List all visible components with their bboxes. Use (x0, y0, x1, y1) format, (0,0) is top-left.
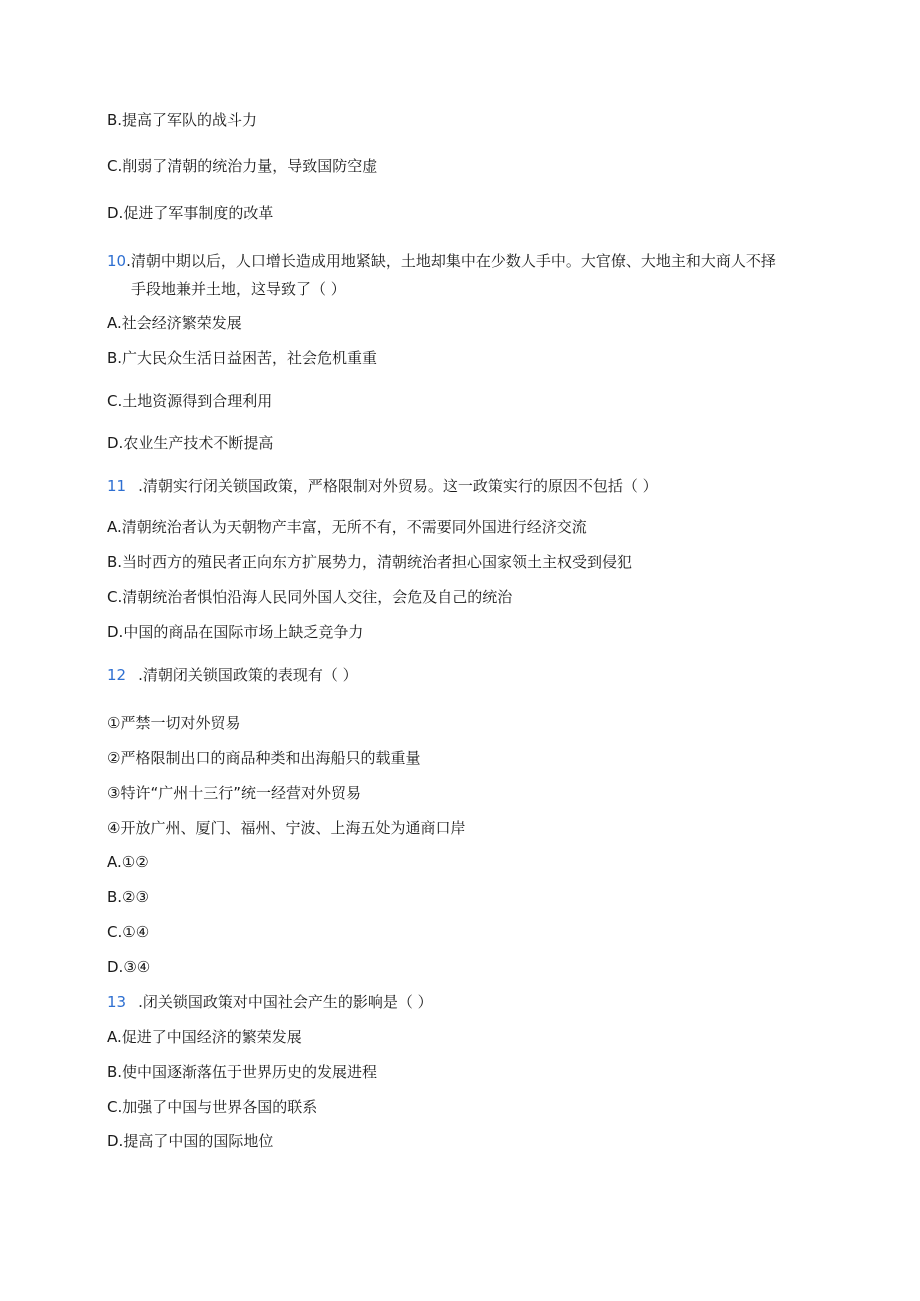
q12-option-b: B.②③ (107, 888, 149, 906)
q13-option-d: D.提高了中国的国际地位 (107, 1132, 274, 1150)
q13-option-a: A.促进了中国经济的繁荣发展 (107, 1028, 302, 1046)
q12-item-3: ③特许“广州十三行”统一经营对外贸易 (107, 784, 361, 802)
q10-stem (107, 251, 776, 271)
q13-option-b: B.使中国逐渐落伍于世界历史的发展进程 (107, 1063, 378, 1081)
q10-option-b: B.广大民众生活日益困苦，社会危机重重 (107, 349, 378, 367)
q12-option-a: A.①② (107, 853, 149, 871)
q11-option-b: B.当时西方的殖民者正向东方扩展势力，清朝统治者担心国家领土主权受到侵犯 (107, 553, 633, 571)
q13-number: 13 (107, 993, 127, 1011)
q10-stem-line2: 手段地兼并土地，这导致了（ ） (131, 280, 346, 298)
q11-option-a: A.清朝统治者认为天朝物产丰富，无所不有，不需要同外国进行经济交流 (107, 518, 587, 536)
q10-number: 10 (107, 252, 127, 270)
q11-stem (107, 476, 658, 496)
q10-option-a: A.社会经济繁荣发展 (107, 314, 242, 332)
q9-option-d: D.促进了军事制度的改革 (107, 204, 274, 222)
q12-item-1: ①严禁一切对外贸易 (107, 714, 241, 732)
q9-option-c: C.削弱了清朝的统治力量，导致国防空虚 (107, 157, 378, 175)
q12-stem-text: .清朝闭关锁国政策的表现有（ ） (138, 666, 358, 684)
q12-option-c: C.①④ (107, 923, 150, 941)
q12-option-d: D.③④ (107, 958, 151, 976)
q13-option-c: C.加强了中国与世界各国的联系 (107, 1098, 318, 1116)
q10-option-d: D.农业生产技术不断提高 (107, 434, 274, 452)
q10-stem-line1: .清朝中期以后，人口增长造成用地紧缺，土地却集中在少数人手中。大官僚、大地主和大商人不择 (126, 252, 776, 270)
q13-stem-text: .闭关锁国政策对中国社会产生的影响是（ ） (138, 993, 433, 1011)
q12-item-2: ②严格限制出口的商品种类和出海船只的载重量 (107, 749, 421, 767)
q11-option-c: C.清朝统治者惧怕沿海人民同外国人交往，会危及自己的统治 (107, 588, 513, 606)
q11-option-d: D.中国的商品在国际市场上缺乏竞争力 (107, 623, 364, 641)
q10-option-c: C.土地资源得到合理利用 (107, 392, 273, 410)
q11-number: 11 (107, 477, 127, 495)
q12-number: 12 (107, 666, 127, 684)
q12-item-4: ④开放广州、厦门、福州、宁波、上海五处为通商口岸 (107, 819, 466, 837)
q11-stem-text: .清朝实行闭关锁国政策，严格限制对外贸易。这一政策实行的原因不包括（ ） (138, 477, 658, 495)
q12-stem (107, 665, 358, 685)
q13-stem (107, 992, 433, 1012)
q9-option-b: B.提高了军队的战斗力 (107, 111, 258, 129)
